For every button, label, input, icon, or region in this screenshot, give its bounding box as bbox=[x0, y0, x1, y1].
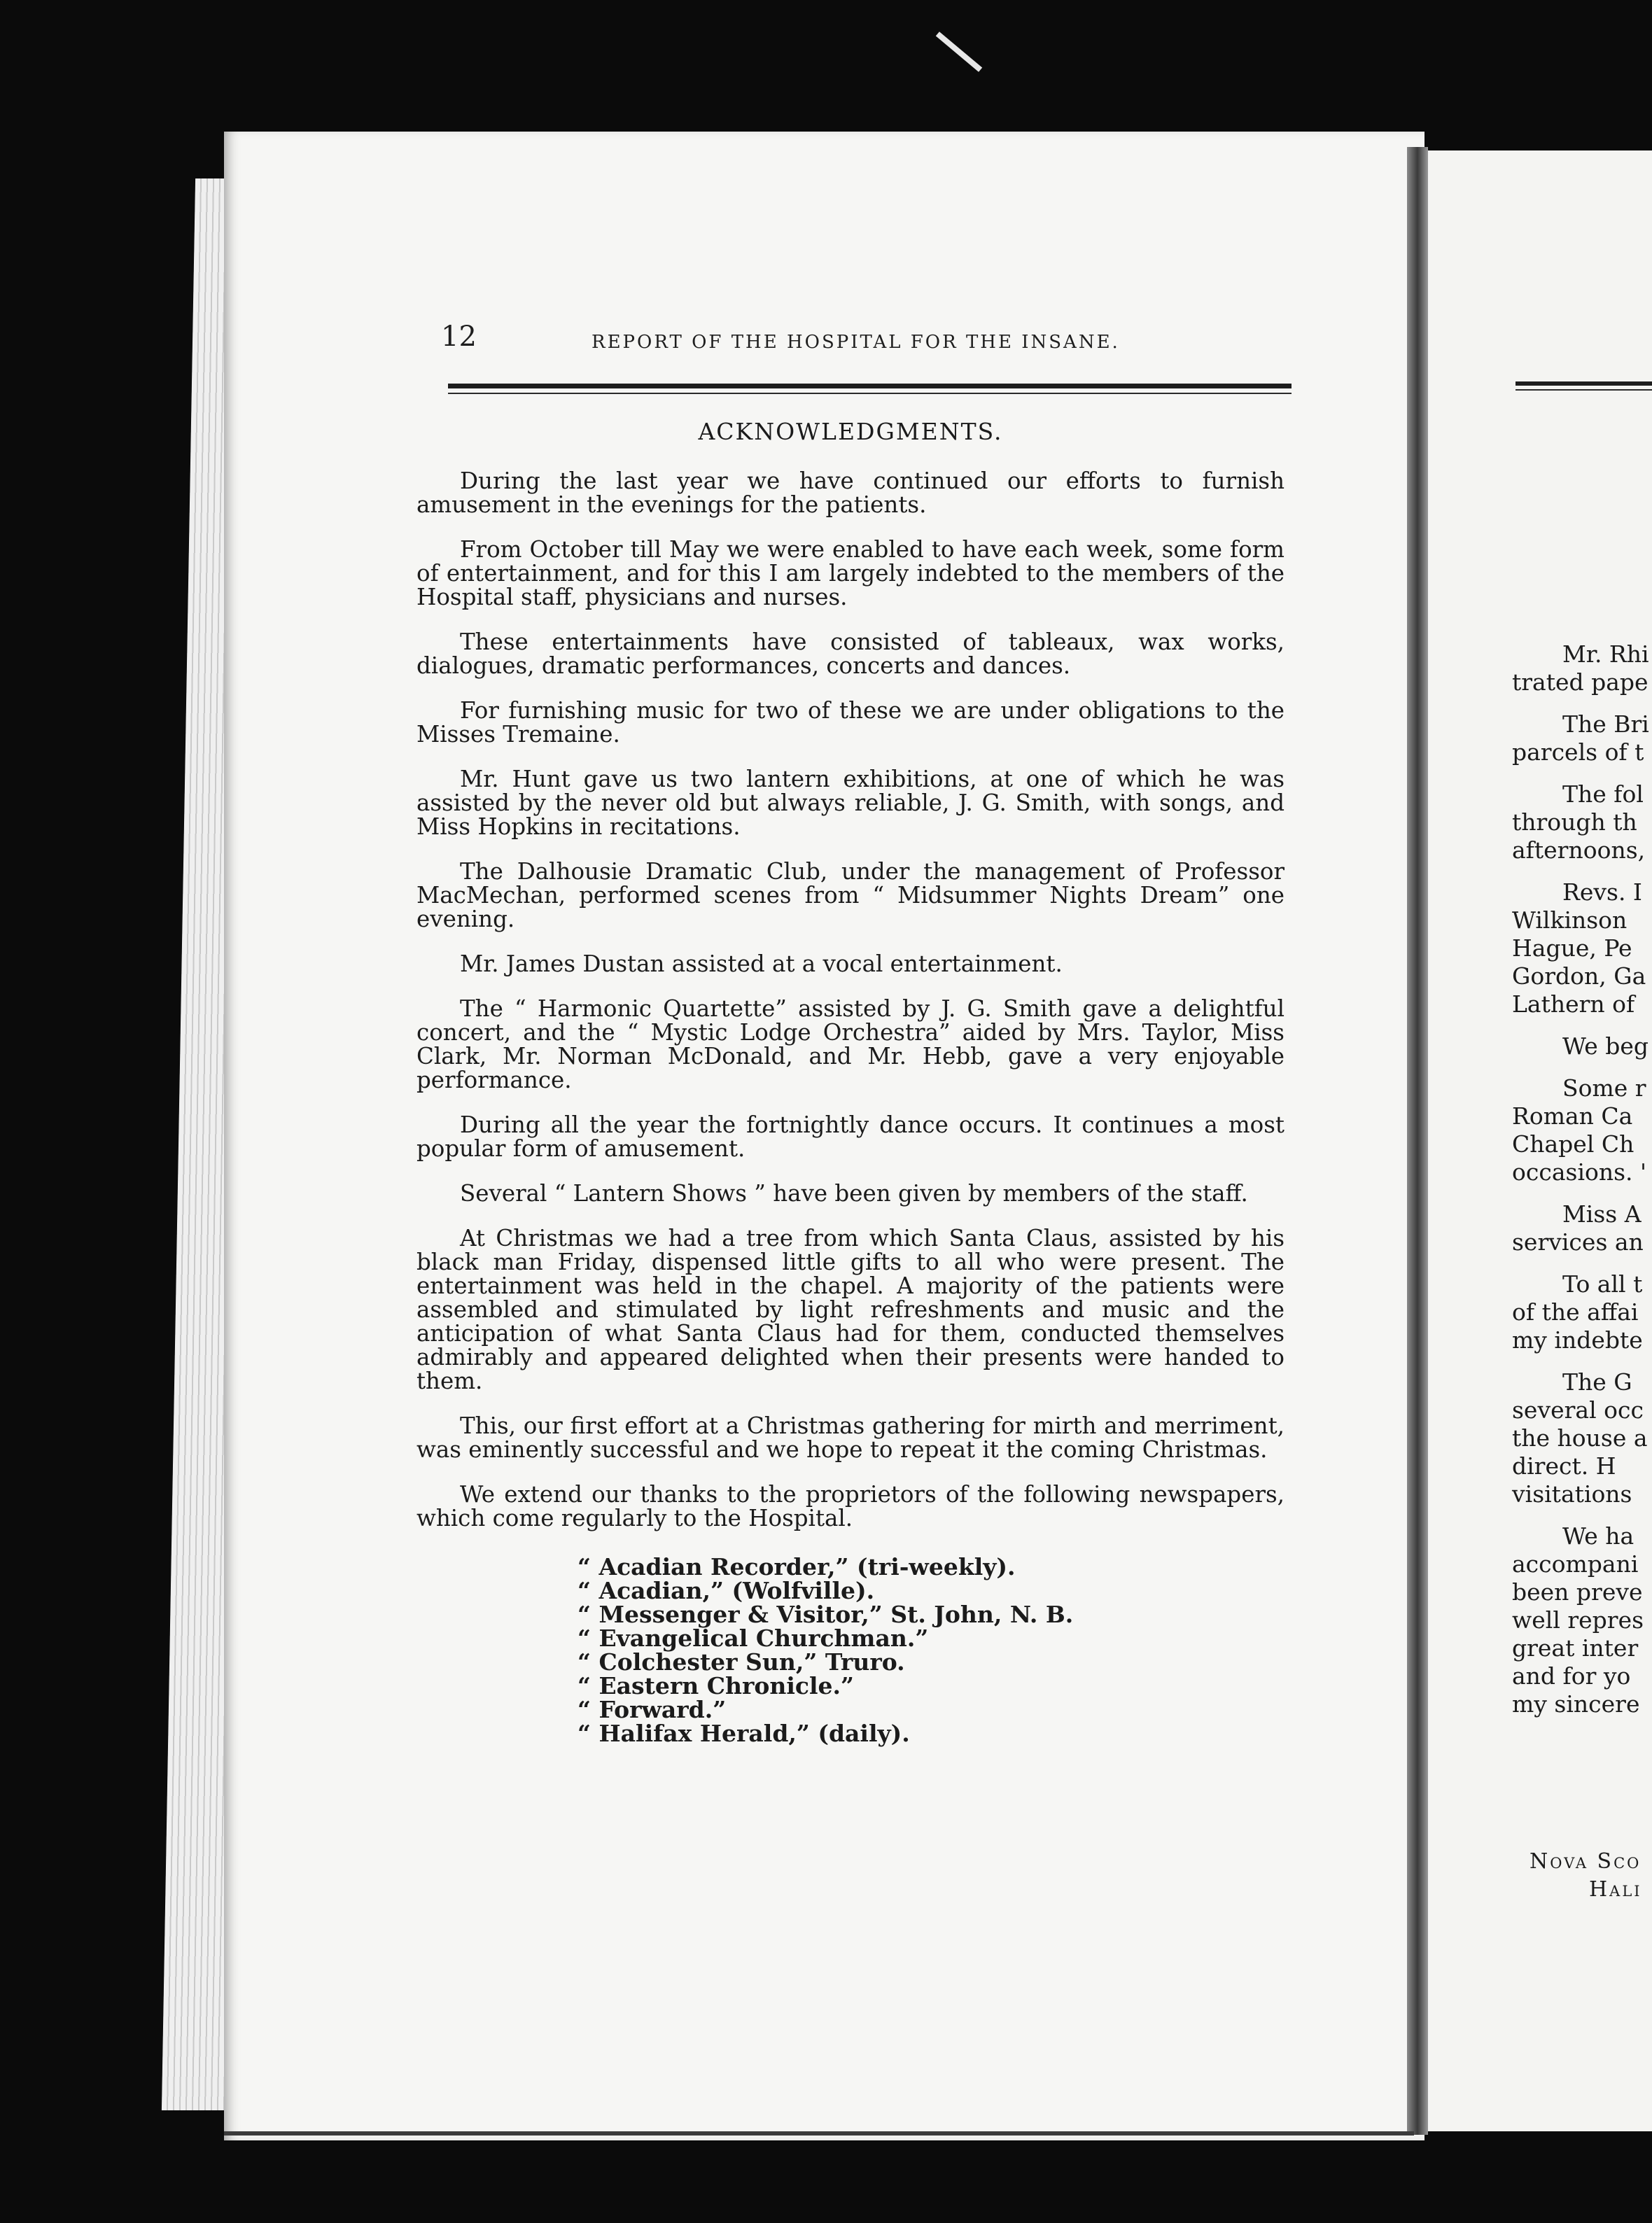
paragraph: This, our first effort at a Christmas gathering for mirth and merriment, was eminently successful and we hope to repeat it the coming Christmas. bbox=[416, 1412, 1284, 1463]
right-page-line: occasions. ' bbox=[1512, 1158, 1647, 1186]
paragraph: For furnishing music for two of these we are under obligations to the Misses Tremaine. bbox=[416, 697, 1284, 748]
signoff-line: Hali bbox=[1589, 1877, 1642, 1902]
right-page-line: The Bri bbox=[1562, 710, 1649, 738]
paragraph: From October till May we were enabled to have each week, some form of entertainment, and for this I am largely indebted to the members of the Hospital staff, physicians and nurses. bbox=[416, 536, 1284, 610]
right-page-line: of the affai bbox=[1512, 1298, 1639, 1326]
right-page-line: direct. H bbox=[1512, 1452, 1616, 1480]
section-heading: ACKNOWLEDGMENTS. bbox=[698, 418, 1003, 445]
right-page-line: trated pape bbox=[1512, 668, 1648, 696]
right-page-line: The fol bbox=[1562, 780, 1644, 808]
right-page-line: Some r bbox=[1562, 1074, 1646, 1102]
newspaper-item: “ Messenger & Visitor,” St. John, N. B. bbox=[578, 1601, 1074, 1628]
right-page-line: Revs. I bbox=[1562, 878, 1642, 906]
right-page-line: and for yo bbox=[1512, 1662, 1631, 1690]
right-page-line: Wilkinson bbox=[1512, 906, 1628, 934]
right-page-line: great inter bbox=[1512, 1634, 1639, 1662]
paragraph: These entertainments have consisted of tableaux, wax works, dialogues, dramatic performances, concerts and dances. bbox=[416, 629, 1284, 679]
left-page-body bbox=[416, 420, 1284, 1746]
right-page-line: through th bbox=[1512, 808, 1637, 836]
right-page-line: Chapel Ch bbox=[1512, 1130, 1634, 1158]
right-page-line: services an bbox=[1512, 1228, 1644, 1256]
scan-mark bbox=[936, 31, 982, 72]
right-page-line: Gordon, Ga bbox=[1512, 962, 1646, 990]
newspaper-item: “ Evangelical Churchman.” bbox=[578, 1625, 929, 1652]
page-number: 12 bbox=[441, 321, 477, 353]
right-page-line: Hague, Pe bbox=[1512, 934, 1632, 962]
right-page-line: well repres bbox=[1512, 1606, 1644, 1634]
paragraph: We extend our thanks to the proprietors of the following newspapers, which come regularly to the Hospital. bbox=[416, 1481, 1284, 1531]
signoff-line: Nova Sco bbox=[1530, 1849, 1642, 1874]
newspaper-item: “ Acadian,” (Wolfville). bbox=[578, 1577, 875, 1604]
right-page-line: To all t bbox=[1562, 1270, 1643, 1298]
running-head-title: REPORT OF THE HOSPITAL FOR THE INSANE. bbox=[592, 332, 1120, 353]
right-page-line: Miss A bbox=[1562, 1200, 1642, 1228]
paragraph: During the last year we have continued our efforts to furnish amusement in the evenings for the patients. bbox=[416, 468, 1284, 518]
newspaper-item: “ Eastern Chronicle.” bbox=[578, 1672, 854, 1699]
right-page-line: We ha bbox=[1562, 1522, 1634, 1550]
newspaper-item: “ Forward.” bbox=[578, 1696, 727, 1723]
header-rule bbox=[448, 384, 1292, 388]
paragraph: The Dalhousie Dramatic Club, under the management of Professor MacMechan, performed scenes from “ Midsummer Nights Dream” one evening. bbox=[416, 858, 1284, 932]
right-page-line: parcels of t bbox=[1512, 738, 1644, 766]
paragraph: Several “ Lantern Shows ” have been given by members of the staff. bbox=[460, 1180, 1248, 1207]
right-page-line: visitations bbox=[1512, 1480, 1632, 1508]
right-page-line: the house a bbox=[1512, 1424, 1648, 1452]
right-header-rule bbox=[1516, 381, 1652, 386]
right-page-line: The G bbox=[1562, 1368, 1632, 1396]
right-page-line: We beg bbox=[1562, 1032, 1649, 1060]
paragraph: During all the year the fortnightly dance occurs. It continues a most popular form of amusement. bbox=[416, 1112, 1284, 1162]
paragraph: Mr. James Dustan assisted at a vocal entertainment. bbox=[460, 951, 1063, 977]
right-header-rule-thin bbox=[1516, 389, 1652, 391]
newspaper-item: “ Halifax Herald,” (daily). bbox=[578, 1720, 910, 1747]
right-page-line: my sincere bbox=[1512, 1690, 1640, 1718]
right-page-line: Lathern of bbox=[1512, 990, 1635, 1018]
right-page-line: afternoons, bbox=[1512, 836, 1646, 864]
right-page-line: Mr. Rhi bbox=[1562, 640, 1649, 668]
right-page-line: accompani bbox=[1512, 1550, 1639, 1578]
paragraph: At Christmas we had a tree from which Santa Claus, assisted by his black man Friday, dispensed little gifts to all who were present. The entertainment was held in the chapel. A majority of the patients were assembled and stimulated by light refreshments and music and the anticipation of what Santa Claus had for them, conducted themselves admirably and appeared delighted when their presents were handed to them. bbox=[416, 1225, 1284, 1394]
header-rule-thin bbox=[448, 393, 1292, 394]
newspaper-item: “ Colchester Sun,” Truro. bbox=[578, 1648, 905, 1676]
right-page-line: several occ bbox=[1512, 1396, 1644, 1424]
newspaper-item: “ Acadian Recorder,” (tri-weekly). bbox=[578, 1553, 1016, 1580]
newspaper-list bbox=[578, 1555, 1284, 1746]
paragraph: Mr. Hunt gave us two lantern exhibitions, at one of which he was assisted by the never old but always reliable, J. G. Smith, with songs, and Miss Hopkins in recitations. bbox=[416, 766, 1284, 840]
book-gutter bbox=[1407, 147, 1428, 2135]
paragraph: The “ Harmonic Quartette” assisted by J. G. Smith gave a delightful concert, and the “ Mystic Lodge Orchestra” aided by Mrs. Taylor, Miss Clark, Mr. Norman McDonald, and Mr. Hebb, gave a very enjoyable performance. bbox=[416, 995, 1284, 1093]
running-head bbox=[441, 321, 1302, 363]
right-page-line: my indebte bbox=[1512, 1326, 1643, 1354]
page-bottom-edge bbox=[224, 2131, 1414, 2136]
right-page-line: Roman Ca bbox=[1512, 1102, 1633, 1130]
right-page-line: been preve bbox=[1512, 1578, 1643, 1606]
